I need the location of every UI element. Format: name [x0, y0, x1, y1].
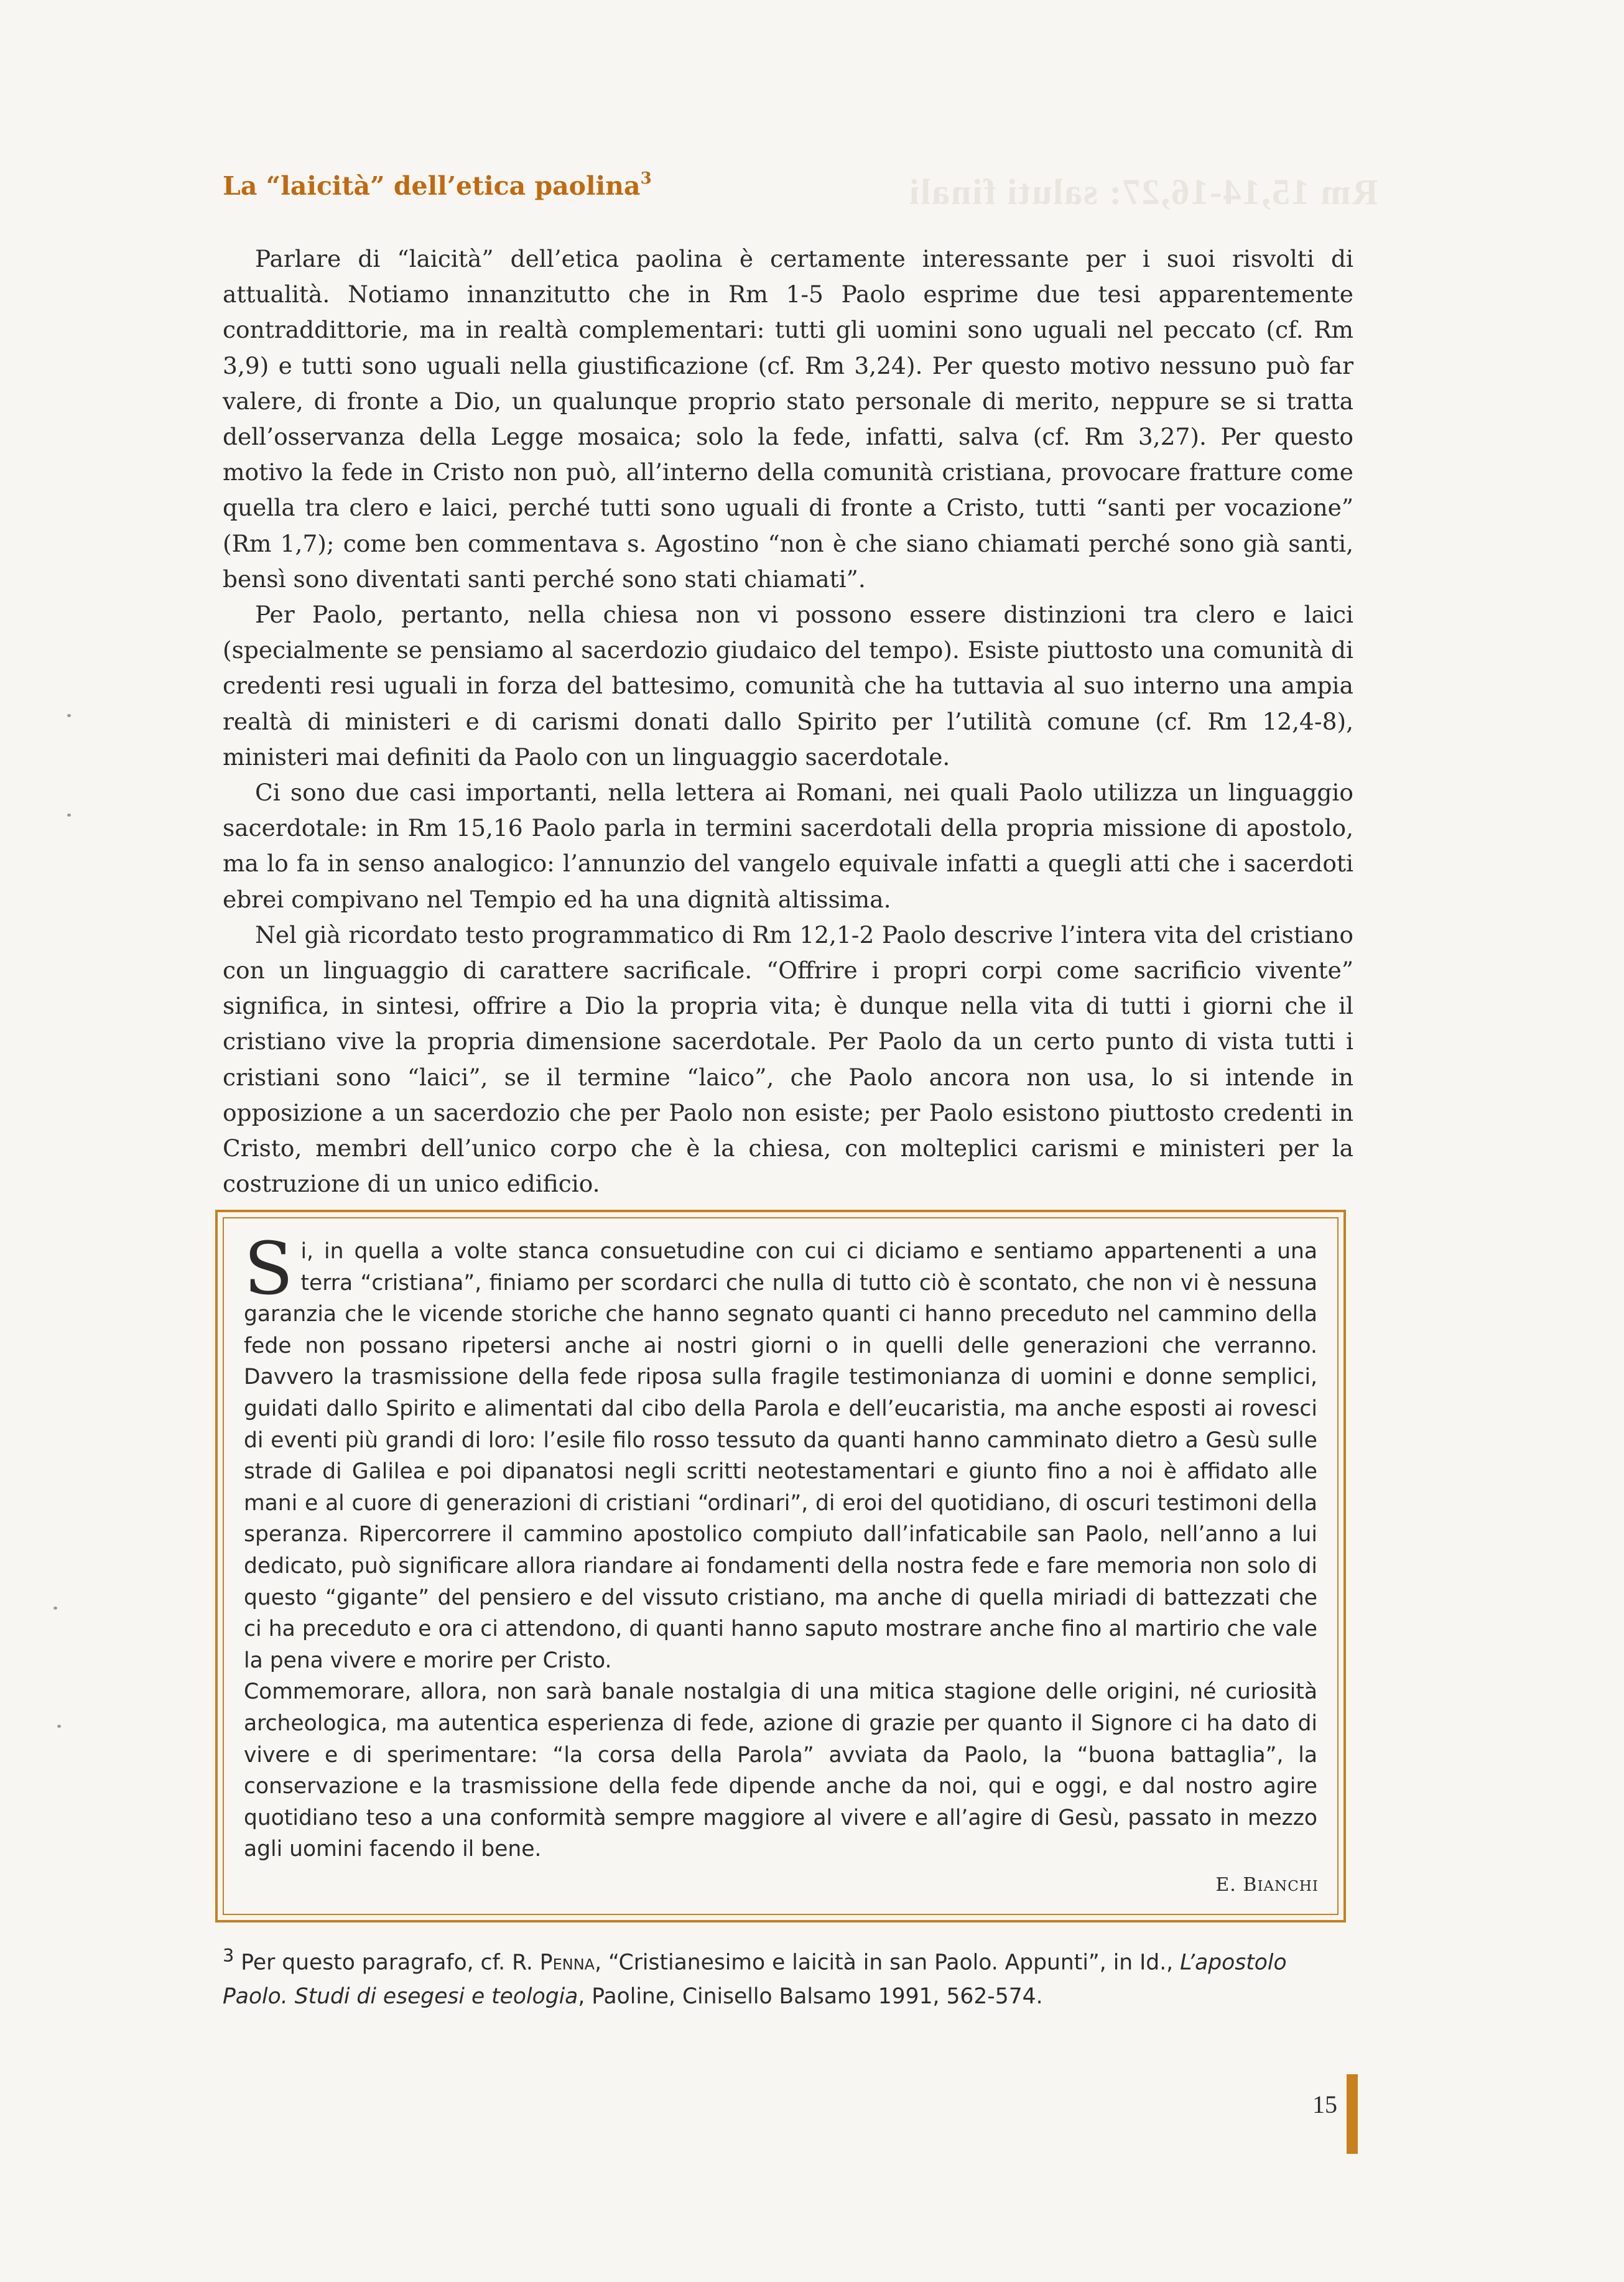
signature-rest: IANCHI — [1257, 1878, 1319, 1895]
footnote-text: , Paoline, Cinisello Balsamo 1991, 562-574. — [578, 1983, 1043, 2009]
scan-speck — [57, 1725, 61, 1728]
footnote-number: 3 — [223, 1945, 234, 1966]
paragraph: Per Paolo, pertanto, nella chiesa non vi possono essere distinzioni tra clero e laici (specialmente se pensiamo al sacerdozio giudaico del tempo). Esiste piuttosto una comunità di credenti resi uguali in forza del battesimo, comunità che ha tuttavia al suo interno una ampia realtà di ministeri e di carismi donati dallo Spirito per l’utilità comune (cf. Rm 12,4-8), ministeri mai definiti da Paolo con un linguaggio sacerdotale. — [223, 601, 1353, 771]
signature-initial: E. B — [1215, 1874, 1258, 1896]
title-footnote-ref: 3 — [640, 169, 652, 188]
paragraph: Ci sono due casi importanti, nella lettera ai Romani, nei quali Paolo utilizza un linguaggio sacerdotale: in Rm 15,16 Paolo parla in termini sacerdotali della propria missione di apostolo, ma lo fa in senso analogico: l’annunzio del vangelo equivale infatti a quegli atti che i sacerdoti ebrei compivano nel Tempio ed ha una dignità altissima. — [223, 779, 1353, 913]
signature — [1215, 1870, 1319, 1903]
scan-speck — [67, 714, 71, 717]
scan-speck — [67, 814, 71, 817]
scan-speck — [53, 1607, 57, 1610]
footnote-book-title: L’apostolo Paolo. Studi di esegesi e teologia — [223, 1950, 1287, 2009]
drop-cap: S — [244, 1227, 294, 1311]
paragraph: Nel già ricordato testo programmatico di Rm 12,1-2 Paolo descrive l’intera vita del cristiano con un linguaggio di carattere sacrificale. “Offrire i propri corpi come sacrificio vivente” significa, in sintesi, offrire a Dio la propria vita; è dunque nella vita di tutti i giorni che il cristiano vive la propria dimensione sacerdotale. Per Paolo da un certo punto di vista tutti i cristiani sono “laici”, se il termine “laico”, che Paolo ancora non usa, lo si intende in opposizione a un sacerdozio che per Paolo non esiste; per Paolo esistono piuttosto credenti in Cristo, membri dell’unico corpo che è la chiesa, con molteplici carismi e ministeri per la costruzione di un unico edificio. — [223, 921, 1353, 1198]
article-body — [223, 241, 1353, 1202]
page-number: 15 — [1312, 2090, 1337, 2118]
footnote-text: , “Cristianesimo e laicità in san Paolo. Appunti”, in Id., — [595, 1950, 1181, 1975]
paragraph: Parlare di “laicità” dell’etica paolina è certamente interessante per i suoi risvolti di attualità. Notiamo innanzitutto che in Rm 1-5 Paolo esprime due tesi apparentemente contraddittorie, ma in realtà complementari: tutti gli uomini sono uguali nel peccato (cf. Rm 3,9) e tutti sono uguali nella giustificazione (cf. Rm 3,24). Per questo motivo nessuno può far valere, di fronte a Dio, un qualunque proprio stato personale di merito, neppure se si tratta dell’osservanza della Legge mosaica; solo la fede, infatti, salva (cf. Rm 3,27). Per questo motivo la fede in Cristo non può, all’interno della comunità cristiana, provocare fratture come quella tra clero e laici, perché tutti sono uguali di fronte a Cristo, tutti “santi per vocazione” (Rm 1,7); come ben commentava s. Agostino “non è che siano chiamati perché sono già santi, bensì sono diventati santi perché sono stati chiamati”. — [223, 245, 1353, 593]
box-paragraph-text: i, in quella a volte stanca consuetudine con cui ci diciamo e sentiamo appartenenti a una terra “cristiana”, finiamo per scordarci che nulla di tutto ciò è scontato, che non vi è nessuna garanzia che le vicende storiche che hanno segnato quanti ci hanno preceduto nel cammino della fede non possano ripetersi anche ai nostri giorni o in quelli delle generazioni che verranno. Davvero la trasmissione della fede riposa sulla fragile testimonianza di uomini e donne semplici, guidati dallo Spirito e alimentati dal cibo della Parola e dell’eucaristia, ma anche esposti ai rovesci di eventi più grandi di loro: l’esile filo rosso tessuto da quanti hanno camminato dietro a Gesù sulle strade di Galilea e poi dipanatosi negli scritti neotestamentari e giunto fino a noi è affidato alle mani e al cuore di generazioni di cristiani “ordinari”, di eroi del quotidiano, di oscuri testimoni della speranza. Ripercorrere il cammino apostolico compiuto dall’infaticabile san Paolo, nell’anno a lui dedicato, può significare allora riandare ai fondamenti della nostra fede e fare memoria non solo di questo “gigante” del pensiero e del vissuto cristiano, ma anche di quella miriadi di battezzati che ci ha preceduto e ora ci attendono, di quanti hanno saputo mostrare anche fino al martirio che vale la pena vivere e morire per Cristo. — [244, 1239, 1317, 1673]
bleed-through-heading: Rm 15,14-16,27: saluti finali — [908, 172, 1378, 212]
title-text: La “laicità” dell’etica paolina — [223, 171, 641, 201]
box-paragraph: Commemorare, allora, non sarà banale nostalgia di una mitica stagione delle origini, né curiosità archeologica, ma autentica esperienza di fede, azione di grazie per quanto il Signore ci ha dato di vivere e di sperimentare: “la corsa della Parola” avviata da Paolo, la “buona battaglia”, la conservazione e la trasmissione della fede dipende anche da noi, qui e oggi, e dal nostro agire quotidiano teso a una conformità sempre maggiore al vivere e all’agire di Gesù, passato in mezzo agli uomini facendo il bene. — [244, 1679, 1317, 1862]
footnote-author: Penna — [539, 1950, 595, 1975]
box-paragraph — [244, 1227, 1317, 1676]
page-accent-bar — [1347, 2074, 1358, 2154]
highlight-box — [215, 1210, 1346, 1923]
footnote-text: Per questo paragrafo, cf. R. — [234, 1950, 540, 1975]
section-title — [223, 169, 652, 201]
footnote — [223, 1939, 1353, 2013]
highlight-box-inner — [223, 1217, 1339, 1915]
